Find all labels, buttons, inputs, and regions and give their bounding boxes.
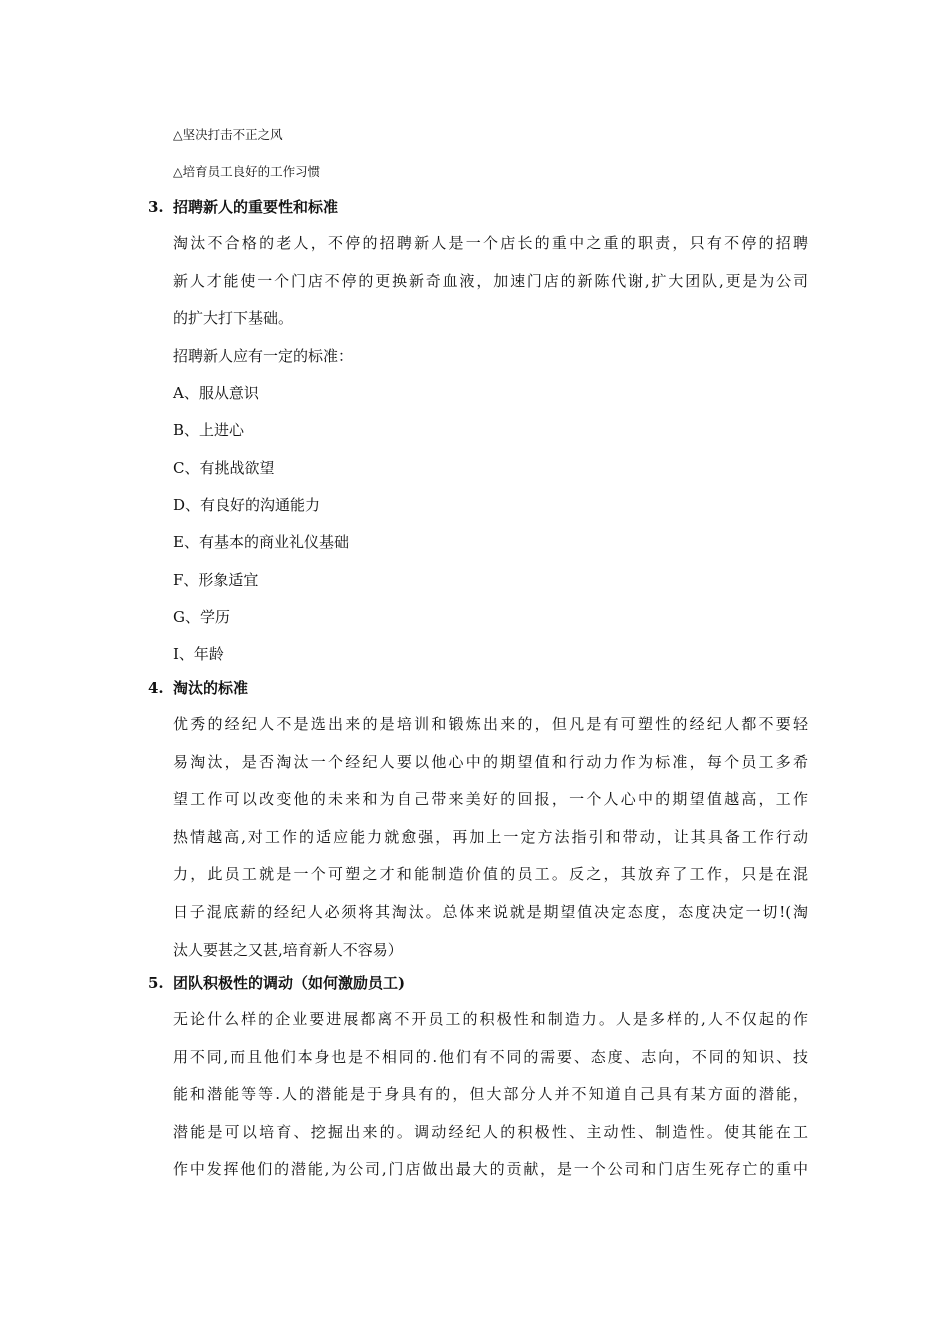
paragraph-line: 新人才能使一个门店不停的更换新奇血液，加速门店的新陈代谢,扩大团队,更是为公司 (173, 271, 808, 290)
paragraph-line: 能和潜能等等.人的潜能是于身具有的，但大部分人并不知道自己具有某方面的潜能， (173, 1085, 808, 1104)
bullet-line: △培育员工良好的工作习惯 (173, 164, 321, 179)
section-title: 招聘新人的重要性和标准 (173, 198, 339, 216)
list-item: C、有挑战欲望 (173, 459, 275, 477)
list-item: B、上进心 (173, 421, 245, 439)
section-title: 团队积极性的调动（如何激励员工) (173, 974, 406, 992)
list-item: D、有良好的沟通能力 (173, 496, 321, 514)
paragraph (173, 225, 808, 338)
paragraph-line: 易淘汰，是否淘汰一个经纪人要以他心中的期望值和行动力作为标准，每个员工多希 (173, 752, 808, 771)
section-heading-5 (148, 973, 405, 993)
list-item: I、年龄 (173, 645, 224, 663)
paragraph-line: 无论什么样的企业要进展都离不开员工的积极性和制造力。人是多样的,人不仅起的作 (173, 1010, 808, 1028)
section-number: 5. (148, 974, 164, 992)
paragraph-line: 用不同,而且他们本身也是不相同的.他们有不同的需要、态度、志向，不同的知识、技 (173, 1047, 808, 1066)
section-heading-4 (148, 678, 248, 698)
paragraph (173, 1001, 808, 1189)
paragraph-line: 力，此员工就是一个可塑之才和能制造价值的员工。反之，其放弃了工作，只是在混 (173, 865, 808, 884)
list-item: A、服从意识 (173, 384, 259, 402)
list-item: G、学历 (173, 608, 230, 626)
paragraph-line: 淘汰不合格的老人，不停的招聘新人是一个店长的重中之重的职责，只有不停的招聘 (173, 234, 808, 252)
paragraph-line: 热情越高,对工作的适应能力就愈强，再加上一定方法指引和带动，让其具备工作行动 (173, 827, 808, 846)
list-item: E、有基本的商业礼仪基础 (173, 533, 349, 551)
section-heading-3 (148, 197, 338, 217)
paragraph-line: 优秀的经纪人不是选出来的是培训和锻炼出来的，但凡是有可塑性的经纪人都不要轻 (173, 715, 808, 733)
section-number: 4. (148, 679, 164, 697)
list-item: F、形象适宜 (173, 571, 259, 589)
paragraph-line: 汰人要甚之又甚,培育新人不容易） (173, 940, 403, 959)
paragraph-line: 望工作可以改变他的未来和为自己带来美好的回报，一个人心中的期望值越高，工作 (173, 790, 808, 809)
section-number: 3. (148, 198, 164, 216)
paragraph (173, 706, 808, 969)
standards-intro: 招聘新人应有一定的标准： (173, 347, 354, 365)
bullet-line: △坚决打击不正之风 (173, 127, 283, 142)
paragraph-line: 日子混底薪的经纪人必须将其淘汰。总体来说就是期望值决定态度，态度决定一切!(淘 (173, 902, 808, 921)
paragraph-line: 作中发挥他们的潜能,为公司,门店做出最大的贡献，是一个公司和门店生死存亡的重中 (173, 1160, 808, 1179)
paragraph-line: 的扩大打下基础。 (173, 309, 294, 328)
section-title: 淘汰的标准 (173, 679, 249, 697)
paragraph-line: 潜能是可以培育、挖掘出来的。调动经纪人的积极性、主动性、制造性。使其能在工 (173, 1122, 808, 1141)
